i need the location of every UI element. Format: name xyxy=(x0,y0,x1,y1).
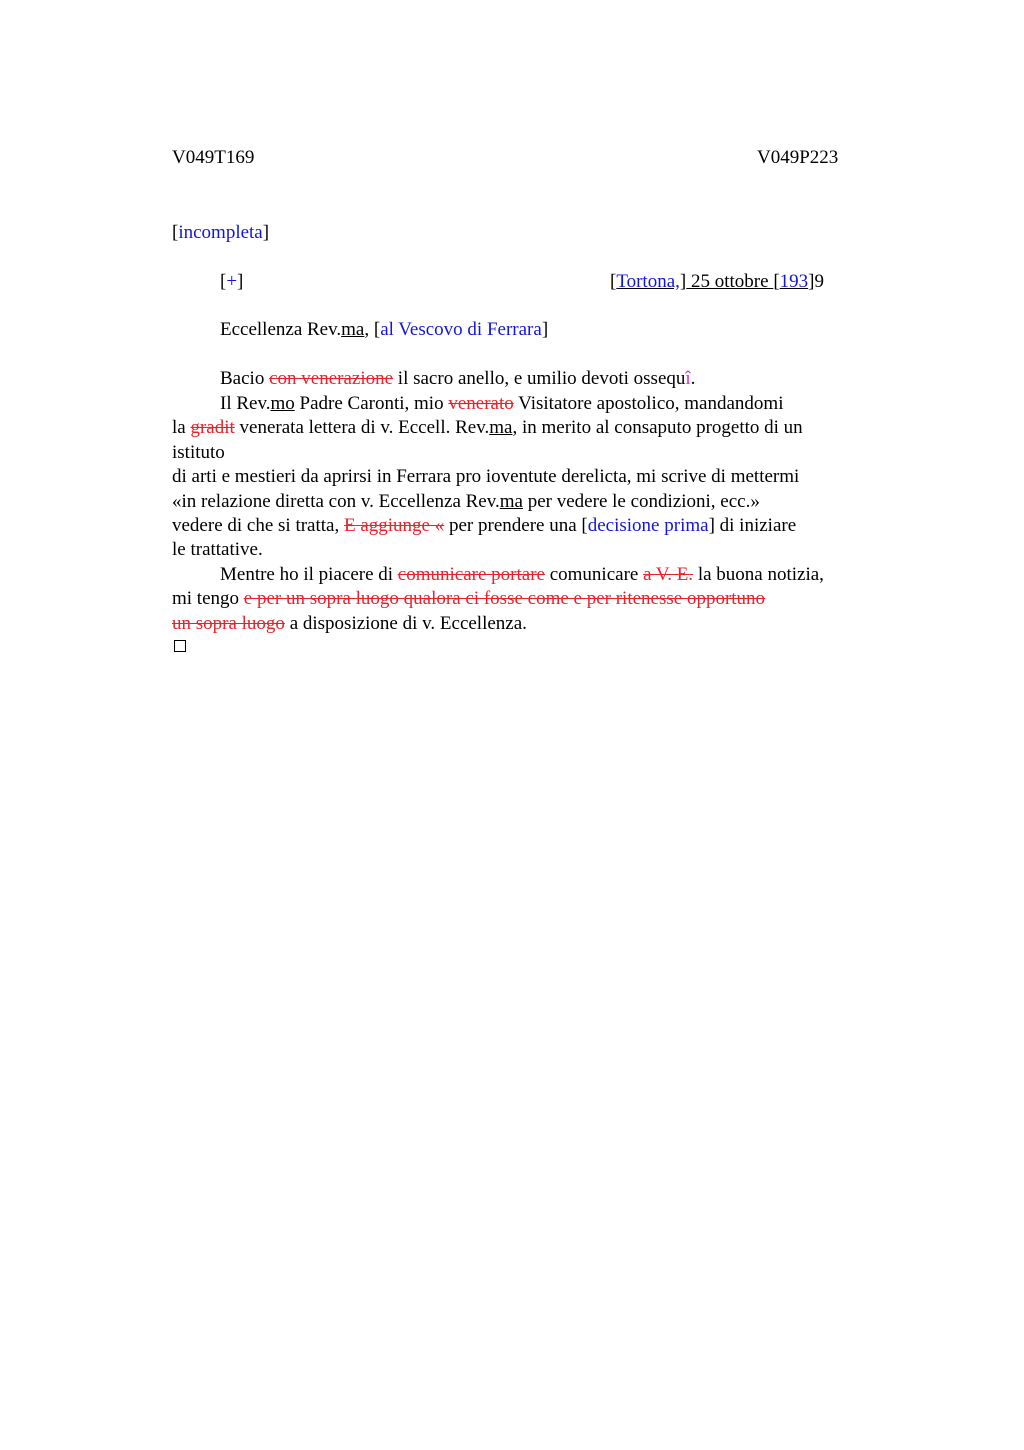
editorial-insertion: decisione prima xyxy=(587,515,709,536)
bracket: [ xyxy=(172,222,179,243)
abbrev-suffix: ma xyxy=(499,491,523,512)
text: , in merito al consaputo progetto di un xyxy=(512,417,803,438)
body-line-9 xyxy=(220,564,824,586)
text: le trattative. xyxy=(172,539,263,560)
bracket: ] xyxy=(541,319,549,340)
text: per vedere le condizioni, ecc.» xyxy=(522,491,760,512)
abbrev-suffix: mo xyxy=(270,393,295,414)
text: di iniziare xyxy=(714,515,797,536)
salutation xyxy=(220,319,548,341)
text: a disposizione di v. Eccellenza. xyxy=(284,613,527,634)
text: il sacro anello, e umilio devoti ossequ xyxy=(393,368,686,389)
text: Bacio xyxy=(220,368,270,389)
bracket: [ xyxy=(373,319,381,340)
bracket: [ xyxy=(610,271,617,292)
text: vedere di che si tratta, xyxy=(172,515,344,536)
body-line-11 xyxy=(172,613,527,635)
text: istituto xyxy=(172,442,225,463)
deletion: venerato xyxy=(448,393,514,414)
editorial-mark: î xyxy=(685,368,691,389)
abbrev-suffix: ma xyxy=(489,417,513,438)
deletion: E aggiunge « xyxy=(343,515,445,536)
cross-mark xyxy=(220,271,243,293)
body-line-2 xyxy=(220,393,783,415)
bracket: ] xyxy=(679,271,687,292)
bracket: [ xyxy=(220,271,227,292)
deletion: e per un sopra luogo qualora ci fosse come e per ritenesse opportuno xyxy=(243,588,766,609)
year-digit: 9 xyxy=(814,271,824,292)
bracket: ] xyxy=(262,222,270,243)
deletion: gradit xyxy=(190,417,235,438)
deletion: comunicare portare xyxy=(397,564,545,585)
bracket: ] xyxy=(708,515,715,536)
body-line-7 xyxy=(172,515,796,537)
text: mi tengo xyxy=(172,588,244,609)
deletion: con venerazione xyxy=(269,368,394,389)
body-line-8 xyxy=(172,539,263,561)
document-code-left xyxy=(172,147,254,169)
text: di arti e mestieri da aprirsi in Ferrara pro ioventute derelicta, mi scrive di mettermi xyxy=(172,466,800,487)
text: «in relazione diretta con v. Eccellenza Rev. xyxy=(172,491,500,512)
text: . xyxy=(690,368,696,389)
text: la xyxy=(172,417,191,438)
text: Mentre ho il piacere di xyxy=(220,564,398,585)
bracket: [ xyxy=(773,271,780,292)
abbrev-suffix: ma xyxy=(341,319,365,340)
cross-symbol: + xyxy=(226,271,238,292)
status-note-text: incompleta xyxy=(178,222,263,243)
header-left-code: V049T169 xyxy=(172,147,255,168)
addressee: al Vescovo di Ferrara xyxy=(380,319,542,340)
text: Il Rev. xyxy=(220,393,271,414)
salutation-text: Eccellenza Rev. xyxy=(220,319,342,340)
bracket: ] xyxy=(237,271,244,292)
body-line-1 xyxy=(220,368,695,390)
body-line-3 xyxy=(172,417,803,439)
header-right-code: V049P223 xyxy=(757,147,839,168)
comma: , xyxy=(364,319,374,340)
body-line-4 xyxy=(172,442,225,464)
text: Padre Caronti, mio xyxy=(294,393,449,414)
deletion: a V. E. xyxy=(643,564,694,585)
status-note xyxy=(172,222,269,244)
end-square-icon xyxy=(174,640,186,652)
body-line-6 xyxy=(172,491,760,513)
bracket: [ xyxy=(581,515,588,536)
text: comunicare xyxy=(544,564,644,585)
dateline xyxy=(610,271,824,293)
text: Visitatore apostolico, mandandomi xyxy=(513,393,784,414)
document-code-right xyxy=(757,147,838,169)
place-name: Tortona, xyxy=(616,271,680,292)
text: la buona notizia, xyxy=(693,564,824,585)
date-text: 25 ottobre xyxy=(686,271,774,292)
bracket: ] xyxy=(808,271,815,292)
body-line-10 xyxy=(172,588,765,610)
deletion: un sopra luogo xyxy=(172,613,285,634)
year-part: 193 xyxy=(779,271,809,292)
body-line-5 xyxy=(172,466,799,488)
text: venerata lettera di v. Eccell. Rev. xyxy=(234,417,490,438)
text: per prendere una xyxy=(444,515,582,536)
